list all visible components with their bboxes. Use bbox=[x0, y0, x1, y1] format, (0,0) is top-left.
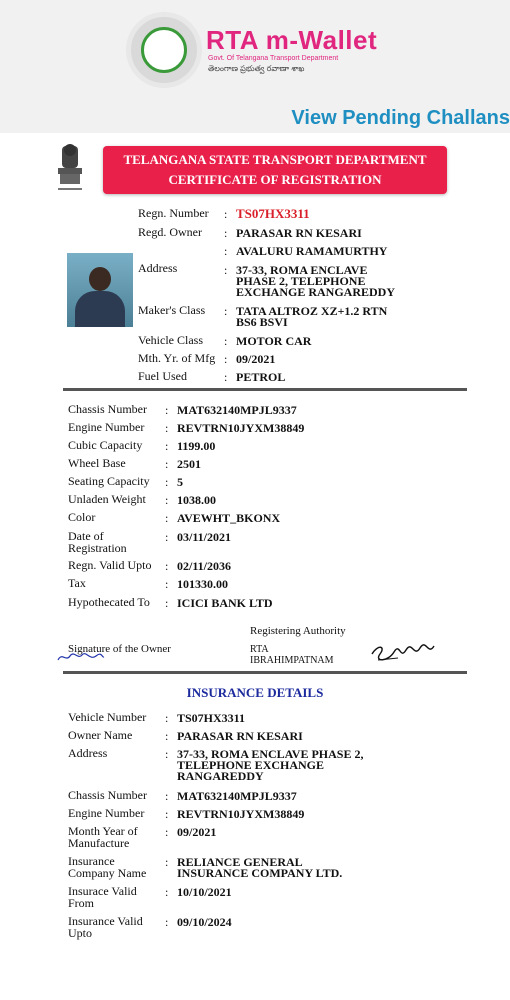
makers-class-label: Maker's Class bbox=[138, 303, 206, 317]
fuel-used-value: PETROL bbox=[236, 370, 286, 384]
color-value: AVEWHT_BKONX bbox=[177, 511, 281, 525]
regn-valid-upto-label: Regn. Valid Upto bbox=[68, 558, 152, 572]
ins-chassis-value: MAT632140MPJL9337 bbox=[177, 789, 297, 803]
ins-engine-label: Engine Number bbox=[68, 806, 145, 820]
makers-class-line: BS6 BSVI bbox=[236, 315, 288, 329]
certificate-title: CERTIFICATE OF REGISTRATION bbox=[168, 172, 382, 187]
regn-number-value: TS07HX3311 bbox=[236, 206, 310, 221]
ins-company-label: Insurance bbox=[68, 854, 115, 868]
owner-signature-label: Signature of the Owner bbox=[68, 643, 171, 655]
color-label: Color bbox=[68, 510, 96, 524]
ins-owner-label: Owner Name bbox=[68, 728, 133, 742]
makers-class-line: TATA ALTROZ XZ+1.2 RTN bbox=[236, 304, 388, 318]
owner-signature-image bbox=[56, 650, 106, 664]
department-title: TELANGANA STATE TRANSPORT DEPARTMENT bbox=[123, 152, 427, 167]
regd-owner-value-2: AVALURU RAMAMURTHY bbox=[236, 244, 388, 258]
app-header bbox=[0, 0, 510, 133]
regn-valid-upto-value: 02/11/2036 bbox=[177, 559, 232, 573]
seating-capacity-value: 5 bbox=[177, 475, 183, 489]
ins-mfg-label: Manufacture bbox=[68, 836, 130, 850]
owner-photo bbox=[67, 253, 133, 327]
brand-title: RTA m-Wallet bbox=[206, 24, 378, 55]
tax-label: Tax bbox=[68, 576, 86, 590]
ins-chassis-label: Chassis Number bbox=[68, 788, 147, 802]
date-of-registration-label: Date of bbox=[68, 529, 104, 543]
engine-number-value: REVTRN10JYXM38849 bbox=[177, 421, 305, 435]
ins-mfg-label: Month Year of bbox=[68, 824, 138, 838]
regn-number-label: Regn. Number bbox=[138, 206, 209, 220]
registering-authority-label: Registering Authority bbox=[250, 625, 346, 637]
date-of-registration-value: 03/11/2021 bbox=[177, 530, 232, 544]
ins-owner-value: PARASAR RN KESARI bbox=[177, 729, 303, 743]
hypothecated-to-value: ICICI BANK LTD bbox=[177, 596, 273, 610]
address-line: EXCHANGE RANGAREDDY bbox=[236, 285, 396, 299]
fuel-used-label: Fuel Used bbox=[138, 369, 187, 383]
brand-subtitle: Govt. Of Telangana Transport Department bbox=[208, 54, 339, 62]
unladen-weight-value: 1038.00 bbox=[177, 493, 216, 507]
ins-company-label: Company Name bbox=[68, 866, 147, 880]
chassis-number-label: Chassis Number bbox=[68, 402, 147, 416]
ins-valid-upto-value: 09/10/2024 bbox=[177, 915, 232, 929]
address-label: Address bbox=[138, 261, 178, 275]
ins-address-line: RANGAREDDY bbox=[177, 769, 264, 783]
vehicle-class-label: Vehicle Class bbox=[138, 333, 203, 347]
divider bbox=[63, 671, 467, 674]
ins-engine-value: REVTRN10JYXM38849 bbox=[177, 807, 305, 821]
authority-rta: RTA bbox=[250, 644, 269, 655]
ins-vehicle-number-label: Vehicle Number bbox=[68, 710, 147, 724]
address-line: 37-33, ROMA ENCLAVE bbox=[236, 263, 368, 277]
ins-address-label: Address bbox=[68, 746, 108, 760]
ins-valid-from-label: From bbox=[68, 896, 95, 910]
chassis-number-value: MAT632140MPJL9337 bbox=[177, 403, 297, 417]
telangana-emblem-icon bbox=[126, 12, 202, 88]
tax-value: 101330.00 bbox=[177, 577, 228, 591]
divider bbox=[63, 388, 467, 391]
ins-company-line: RELIANCE GENERAL bbox=[177, 855, 303, 869]
regd-owner-label: Regd. Owner bbox=[138, 225, 202, 239]
authority-signature-image bbox=[368, 640, 438, 668]
mfg-label: Mth. Yr. of Mfg bbox=[138, 351, 216, 365]
ins-address-line: TELEPHONE EXCHANGE bbox=[177, 758, 325, 772]
regd-owner-value: PARASAR RN KESARI bbox=[236, 226, 362, 240]
unladen-weight-label: Unladen Weight bbox=[68, 492, 146, 506]
ins-valid-from-label: Insurace Valid bbox=[68, 884, 137, 898]
national-emblem-icon bbox=[52, 142, 88, 194]
cubic-capacity-value: 1199.00 bbox=[177, 439, 216, 453]
brand-logo bbox=[126, 18, 377, 82]
date-of-registration-label: Registration bbox=[68, 541, 127, 555]
ins-valid-from-value: 10/10/2021 bbox=[177, 885, 232, 899]
certificate-header bbox=[103, 146, 447, 194]
wheel-base-label: Wheel Base bbox=[68, 456, 126, 470]
brand-telugu: తెలంగాణ ప్రభుత్వ రవాణా శాఖ bbox=[208, 63, 305, 73]
wheel-base-value: 2501 bbox=[177, 457, 201, 471]
cubic-capacity-label: Cubic Capacity bbox=[68, 438, 143, 452]
view-pending-challans-link[interactable]: View Pending Challans bbox=[291, 107, 510, 129]
vehicle-class-value: MOTOR CAR bbox=[236, 334, 312, 348]
ins-valid-upto-label: Upto bbox=[68, 926, 92, 940]
insurance-section-title: INSURANCE DETAILS bbox=[186, 685, 324, 700]
address-line: PHASE 2, TELEPHONE bbox=[236, 274, 366, 288]
ins-address-line: 37-33, ROMA ENCLAVE PHASE 2, bbox=[177, 747, 364, 761]
hypothecated-to-label: Hypothecated To bbox=[68, 595, 150, 609]
ins-company-line: INSURANCE COMPANY LTD. bbox=[177, 866, 343, 880]
seating-capacity-label: Seating Capacity bbox=[68, 474, 150, 488]
ins-valid-upto-label: Insurance Valid bbox=[68, 914, 143, 928]
mfg-value: 09/2021 bbox=[236, 352, 276, 366]
ins-vehicle-number-value: TS07HX3311 bbox=[177, 711, 246, 725]
authority-office: IBRAHIMPATNAM bbox=[250, 655, 334, 666]
ins-mfg-value: 09/2021 bbox=[177, 825, 217, 839]
engine-number-label: Engine Number bbox=[68, 420, 145, 434]
